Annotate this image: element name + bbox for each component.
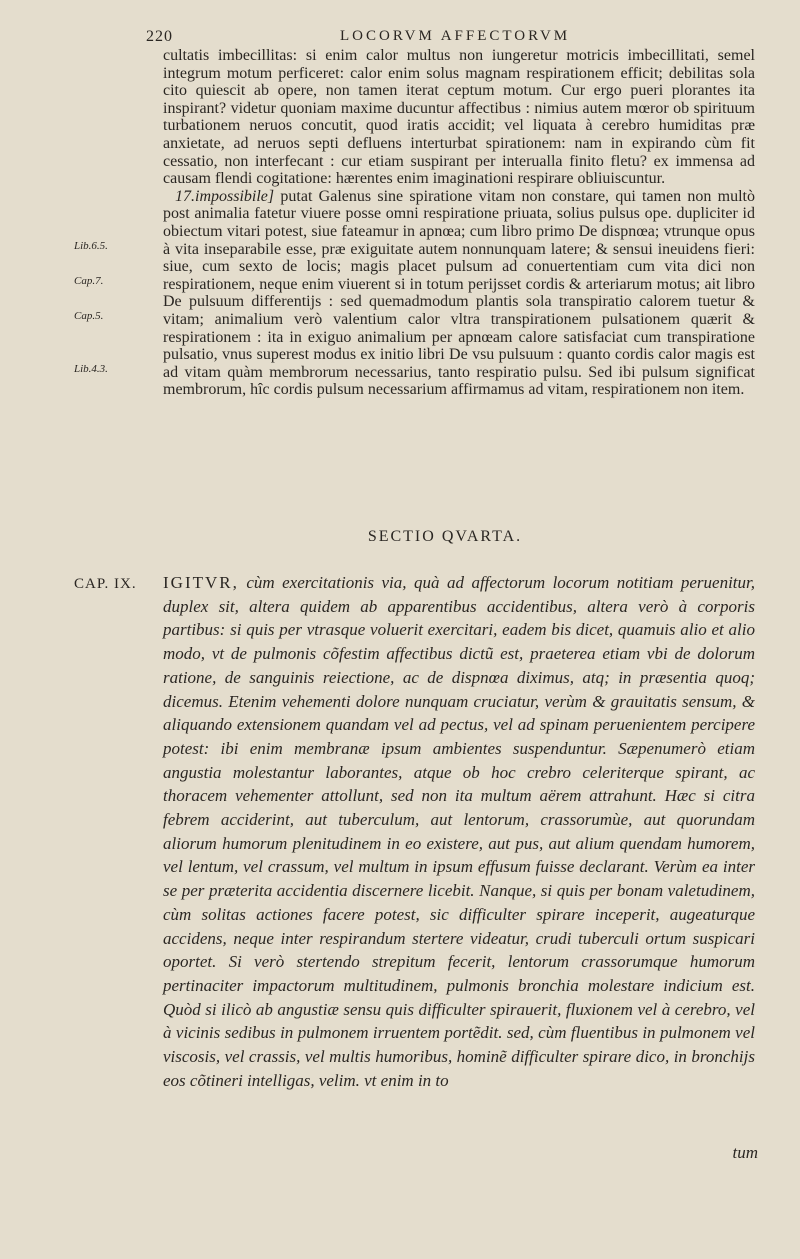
margin-note: Lib.6.5. (74, 240, 108, 252)
text-block-lower (163, 571, 755, 1092)
lemma-reference: 17.impossibile] (175, 187, 275, 205)
paragraph-text: putat Galenus sine spiratione vitam non constare, qui tamen non multò post animalia fatetur viuere posse omni respiratione priuata, solius pulsus ope. dupliciter id obiectum vitari potest, siue fateamur in apnœa; cum libro primo De dispnœa; vtrunque opus à vita inseparabile esse, præ exiguitate autem nonnunquam latere; & sensui ineuidens fieri: siue, cum sexto de locis; magis placet pulsum ad conuertentiam cum vita dici non respirationem, neque enim viuerent si in totum perijsset cordis & arteriarum motus; ait libro De pulsuum differentijs : sed quemadmodum plantis sola transpiratio calorem tuetur & vitam; animalium verò valentium calor vltra transpirationem pulsationem quærit & respirationem : ita in exiguo animalium per apnœam calore satisfaciat cum transpiratione pulsatio, vnus superest modus ex initio libri De vsu pulsuum : quanto cordis calor magis est ad vitam quàm membrorum necessarius, tanto respiratio pulsu. Sed ibi pulsum significat membrorum, hîc cordis pulsum necessarium affirmamus ad vitam, respirationem non item. (163, 187, 755, 399)
catchword: tum (732, 1143, 758, 1162)
paragraph (163, 571, 755, 1092)
margin-note: Lib.4.3. (74, 363, 108, 375)
margin-note: Cap.7. (74, 275, 104, 287)
paragraph (163, 188, 755, 399)
running-title: LOCORVM AFFECTORVM (340, 28, 571, 44)
chapter-label: CAP. IX. (74, 576, 137, 592)
paragraph-text: cùm exercitationis via, quà ad affectorum locorum notitiam peruenitur, duplex sit, altera quidem ab apparentibus accidentibus, altera verò à corporis partibus: si quis per vtrasque voluerit exercitari, eadem bis dicet, quamuis alio et alio modo, vt de pulmonis cõfestim affectibus dictũ est, praeterea etiam vbi de dolorum ratione, de sanguinis reiectione, ac de dispnœa diximus, atq; in præsentia quoq; dicemus. Etenim vehementi dolore nunquam cruciatur, verùm & grauitatis sensum, & aliquando extensionem quandam vel ad pectus, vel ad spinam peruenientem percipere potest: ibi enim membranæ ipsum ambientes suspenduntur. Sæpenumerò etiam angustia molestantur laborantes, atque ob hoc crebro celeriterque spirant, ac thoracem vehementer attollunt, sed non ita multum aërem attrahunt. Hæc si citra febrem acciderint, aut tuberculum, aut lentorum, crassorumùe, aut quorundam aliorum humorum plenitudinem in eo existere, aut pus, aut alium quendam humorem, vel lentum, vel crassum, vel multum in ipsum effusum fuisse declarant. Verùm ea inter se per præterita accidentia discernere licebit. Nanque, si quis per bonam valetudinem, cùm solitas actiones facere potest, sic difficulter spirare inceperit, augeaturque accidens, neque inter respirandum stertere videatur, crudi tuberculi ortum suspicari oportet. Si verò stertendo strepitum fecerit, lentorum crassorumque humorum pertinaciter impactorum multitudinem, pulmonis bronchia molestare indicium est. Quòd si ilicò ab angustiæ sensu quis difficulter spirauerit, fluxionem vel à cerebro, vel à vicinis sedibus in pulmonem irruentem portẽdit. sed, cùm fluentibus in pulmonem vel viscosis, vel crassis, vel multis humoribus, hominẽ difficulter spirare dico, in bronchijs eos cõtineri intelligas, velim. vt enim in to (163, 573, 755, 1090)
margin-note: Cap.5. (74, 310, 104, 322)
chapter-incipit: IGITVR, (163, 573, 239, 592)
page-header (0, 24, 800, 48)
page-number: 220 (146, 28, 173, 45)
text-block-upper (163, 47, 755, 399)
section-heading: SECTIO QVARTA. (367, 528, 523, 545)
paragraph: cultatis imbecillitas: si enim calor multus non iungeretur motricis imbecillitati, semel integrum motum perficeret: calor enim solus magnam respirationem efficit; debilitas sola cito quiescit ab opere, non tamen iterat ceptum motum. Cur ergo pueri plorantes ita inspirant? videtur quoniam maxime ducuntur affectibus : nimius autem mœror ob spirituum turbationem neruos concutit, quod iratis accidit; vel liquata à cerebro humiditas præ anxietate, ad neruos septi defluens interturbat spirationem: nam in expirando cùm fit cessatio, non interfecant : cur etiam suspirant per interualla finito fletu? ex immensa ad causam flendi cogitatione: hærentes enim imaginationi respirare obliuiscuntur. (163, 47, 755, 188)
